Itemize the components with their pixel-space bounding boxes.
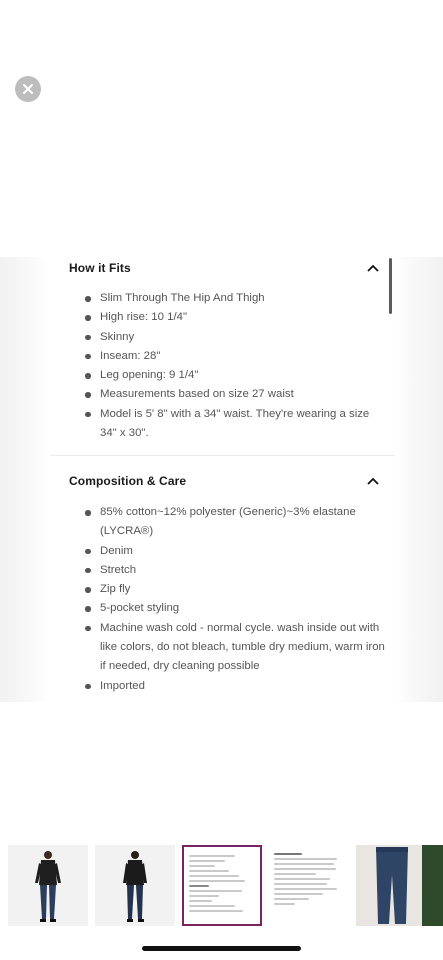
list-item: Leg opening: 9 1/4"	[85, 366, 385, 385]
thumbnail-jeans-photo[interactable]	[356, 845, 443, 926]
jeans-photo-image	[356, 845, 443, 926]
thumbnail-about-product[interactable]	[269, 845, 349, 926]
list-item: Measurements based on size 27 waist	[85, 385, 385, 404]
list-item: Skinny	[85, 328, 385, 347]
list-item: Denim	[85, 542, 385, 561]
list-item: Inseam: 28"	[85, 347, 385, 366]
list-item: High rise: 10 1/4"	[85, 308, 385, 327]
list-item: Stretch	[85, 561, 385, 580]
section-title: How it Fits	[69, 261, 131, 275]
list-item: 5-pocket styling	[85, 599, 385, 618]
scrollbar[interactable]	[389, 258, 392, 314]
list-item: Slim Through The Hip And Thigh	[85, 289, 385, 308]
thumbnail-strip[interactable]	[0, 845, 443, 927]
section-header-how-it-fits[interactable]	[69, 258, 379, 278]
close-button[interactable]	[15, 76, 41, 102]
list-item: Zip fly	[85, 580, 385, 599]
how-it-fits-list	[85, 289, 385, 443]
section-divider	[50, 455, 395, 456]
list-item: 85% cotton~12% polyester (Generic)~3% elastane (LYCRA®)	[85, 503, 385, 542]
thumbnail-details-selected[interactable]	[182, 845, 262, 926]
home-indicator[interactable]	[142, 946, 301, 951]
model-front-image	[8, 845, 88, 926]
mini-about-preview	[269, 847, 349, 911]
list-item: Machine wash cold - normal cycle. wash inside out with like colors, do not bleach, tumble dry medium, warm iron if needed, dry cleaning possible	[85, 619, 385, 677]
thumbnail-model-back[interactable]	[95, 845, 175, 926]
close-icon	[22, 83, 34, 95]
section-title: Composition & Care	[69, 474, 187, 488]
chevron-up-icon[interactable]	[367, 264, 379, 272]
list-item: Model is 5' 8" with a 34" waist. They're wearing a size 34" x 30".	[85, 405, 385, 444]
model-back-image	[95, 845, 175, 926]
mini-details-preview	[184, 849, 260, 918]
composition-care-list	[85, 503, 385, 696]
product-details-sheet[interactable]	[50, 257, 395, 702]
section-header-composition-care[interactable]	[69, 471, 379, 491]
chevron-up-icon[interactable]	[367, 477, 379, 485]
thumbnail-model-front[interactable]	[8, 845, 88, 926]
list-item: Imported	[85, 677, 385, 696]
